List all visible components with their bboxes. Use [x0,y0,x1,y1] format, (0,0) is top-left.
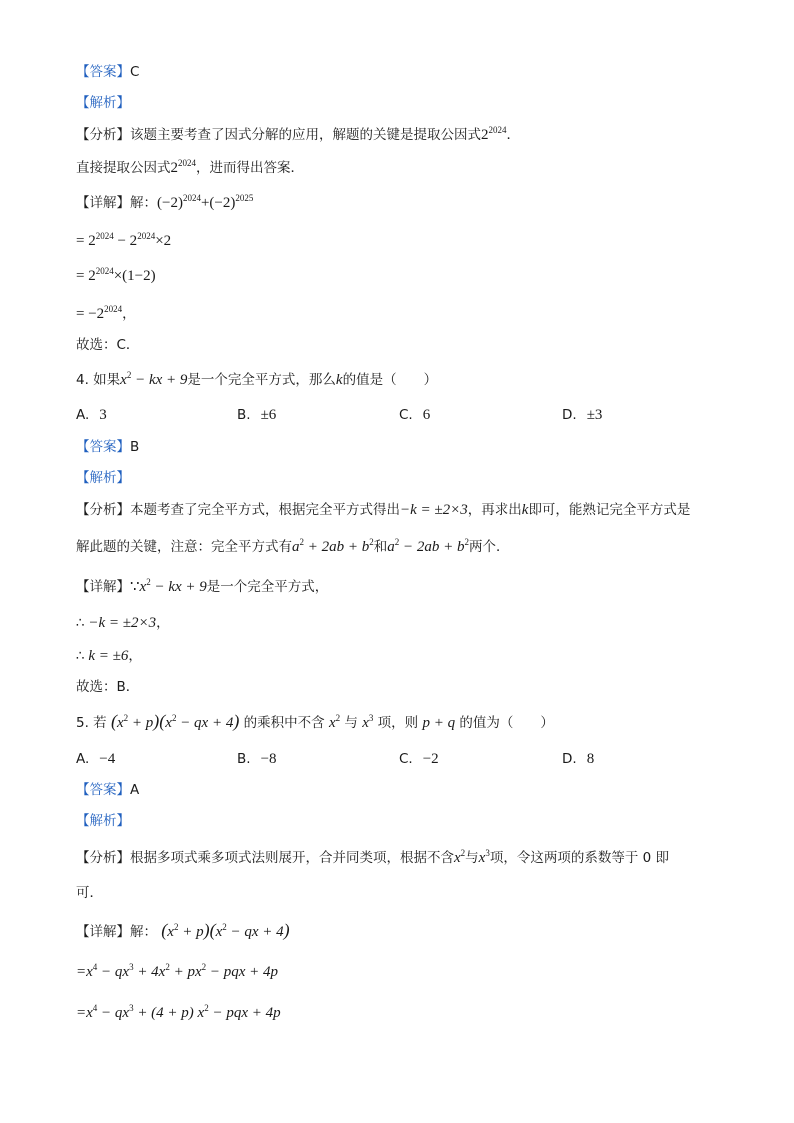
math-exponent: 3 [129,1003,134,1013]
analysis-tag: 【解析】 [76,470,130,486]
math: − qx + 4 [226,924,284,940]
analysis-tag: 【解析】 [76,813,130,829]
fenxi-text: 该题主要考查了因式分解的应用，解题的关键是提取公因式 [130,127,481,143]
punctuation: ， [128,648,142,664]
math: = 2 [76,233,96,249]
math: x [454,850,461,866]
math: − pqx + 4p [208,1005,281,1021]
text: 项，则 [377,715,419,731]
text: 是一个完全平方式， [206,579,329,595]
math-exponent: 2 [201,962,207,972]
text: 的值是（ ） [342,372,438,388]
math: a [387,539,395,555]
text: 解： [130,924,157,940]
math-exponent: 2 [335,713,341,723]
math-exponent: 2024 [182,193,201,203]
math-exponent: 2 [394,537,400,547]
math: − 2ab + b [399,539,465,555]
math: =x [76,1005,93,1021]
option-value: 6 [422,407,431,423]
text: 直接提取公因式 [76,160,171,176]
q5-options [76,749,716,769]
q3-step-2 [76,266,156,286]
q5-step-1 [76,962,278,982]
q4-option-c [399,405,430,425]
text: ，进而得出答案． [196,160,304,176]
q5-option-b [237,749,277,769]
math: + (4 + p) x [133,1005,205,1021]
conclusion-text: 故选：C． [76,337,140,353]
option-letter: C. [399,407,413,423]
math: x [120,372,127,388]
math-exponent: 2 [165,962,170,972]
math: + px [169,964,202,980]
q3-answer-line [76,62,139,82]
text: 解此题的关键，注意：完全平方式有 [76,539,292,555]
math: ×(1−2) [113,268,156,284]
math: k [335,372,343,388]
math-exponent: 3 [129,962,134,972]
q4-step-1 [76,613,170,633]
math-exponent: 2 [299,537,304,547]
q3-xiangjie-line [76,193,253,213]
text: 本题考查了完全平方式，根据完全平方式得出 [130,502,400,518]
math-exponent: 2 [222,922,227,932]
q4-options [76,405,716,425]
math-exponent: 2024 [95,266,114,276]
math-exponent: 2 [460,848,466,858]
math-exponent: 2025 [235,193,254,203]
option-value: −8 [260,751,277,767]
math-exponent: 2024 [178,158,196,168]
math: x [116,715,124,731]
text: 可． [76,885,103,901]
answer-tag: 【答案】 [76,64,130,80]
q3-analysis-heading [76,93,130,113]
math-exponent: 2 [204,1003,209,1013]
option-value: −2 [422,751,439,767]
math: (−2) [157,195,183,211]
option-letter: A. [76,407,90,423]
q4-stem [76,370,437,390]
math: x [215,924,223,940]
math: x [478,850,486,866]
text: 和 [373,539,388,555]
math-exponent: 2 [123,713,129,723]
option-letter: A. [76,751,90,767]
math: = 2 [76,268,96,284]
math-exponent: 2 [146,577,151,587]
math-exponent: 4 [92,1003,98,1013]
q5-xiangjie-line: 【详解】解： $(x^2 + p)(x^2$ − qx + 4) [76,920,290,940]
conclusion-text: 故选：B． [76,679,140,695]
q4-fenxi-line [76,500,690,520]
text: 两个． [469,539,510,555]
math-exponent: 2024 [137,231,156,241]
analysis-tag: 【解析】 [76,95,130,111]
answer-value: B [130,439,140,455]
q4-fenxi-line-2 [76,537,510,557]
math: x [328,715,336,731]
fenxi-tag: 【分析】 [76,127,130,143]
math: +(−2) [200,195,236,211]
because-symbol: ∵ [130,579,140,595]
option-value: ±3 [586,407,603,423]
math: − pqx + 4p [206,964,279,980]
math-exponent: 2 [171,713,177,723]
math: − kx + 9 [131,372,188,388]
option-letter: B. [237,407,251,423]
math: − 2 [113,233,138,249]
q5-fenxi-line-2 [76,883,103,903]
math-exponent: 2024 [95,231,114,241]
text: 与 [344,715,358,731]
q4-option-b [237,405,276,425]
math: = −2 [76,306,105,322]
math-exponent: 2024 [488,125,507,135]
math: − qx [97,964,130,980]
math-exponent: 2 [464,537,469,547]
text: 的乘积中不含 [243,715,325,731]
math: + 2ab + b [304,539,370,555]
option-value: 3 [99,407,107,423]
option-letter: C. [399,751,413,767]
q5-answer-line [76,780,139,800]
q5-option-c [399,749,439,769]
text: 是一个完全平方式，那么 [187,372,336,388]
q5-option-a [76,749,115,769]
math: −k = ±2×3 [400,502,468,518]
punctuation: ， [122,306,136,322]
text: ，再求出 [467,502,522,518]
option-value: ±6 [260,407,277,423]
math: + p [128,715,154,731]
math: k = ±6 [84,648,129,664]
q5-option-d [562,749,594,769]
q4-option-d [562,405,602,425]
math: − kx + 9 [150,579,207,595]
fenxi-tag: 【分析】 [76,502,130,518]
text: 根据多项式乘多项式法则展开，合并同类项，根据不含 [130,850,454,866]
q3-conclusion [76,335,139,355]
answer-tag: 【答案】 [76,439,130,455]
math: a [292,539,300,555]
option-value: 8 [586,751,595,767]
xiangjie-tag: 【详解】 [76,924,130,940]
therefore-symbol: ∴ [76,615,85,631]
q3-fenxi-line [76,125,520,145]
math-exponent: 2 [173,922,179,932]
answer-tag: 【答案】 [76,782,130,798]
math-exponent: 2 [126,370,132,380]
q4-option-a [76,405,107,425]
q4-answer-line [76,437,139,457]
math: x [165,715,172,731]
option-letter: B. [237,751,251,767]
math: x [362,715,369,731]
option-letter: D. [562,407,577,423]
q4-conclusion [76,677,139,697]
math: ×2 [155,233,172,249]
q5-stem: 5. 若 $(x^2 + p)(x^2$ − qx + 4) 的乘积中不含 $x^2$ 与 $x^3$ 项，则 p + q 的值为（ ） [76,711,554,731]
q5-step-2 [76,1003,281,1023]
answer-value: A [130,782,140,798]
question-number: 4. 如果 [76,372,121,388]
text: 的值为（ ） [459,715,554,731]
q5-fenxi-line [76,848,669,868]
q4-xiangjie-line [76,577,328,597]
q3-fenxi-line-2 [76,158,304,178]
text: 解： [130,195,157,211]
option-letter: D. [562,751,577,767]
math-base: 2 [170,160,178,176]
punctuation: ． [506,127,520,143]
math-exponent: 3 [368,713,374,723]
math-exponent: 2024 [104,304,123,314]
math-exponent: 4 [92,962,98,972]
text: 即可，能熟记完全平方式是 [528,502,691,518]
question-number: 5. 若 [76,715,107,731]
math-exponent: 3 [485,848,490,858]
math: + 4x [133,964,166,980]
math-exponent: 2 [369,537,374,547]
math-base: 2 [481,127,489,143]
math: x [167,924,174,940]
math: x [139,579,147,595]
text: 项，令这两项的系数等于 0 即 [489,850,670,866]
q3-step-1 [76,231,171,251]
math: p + q [422,715,456,731]
math: − qx [97,1005,130,1021]
fenxi-tag: 【分析】 [76,850,130,866]
q5-analysis-heading [76,811,130,831]
math: k [521,502,529,518]
math: − qx + 4 [176,715,234,731]
q4-step-2 [76,646,142,666]
q3-step-3 [76,304,136,324]
math: + p [178,924,204,940]
math: =x [76,964,93,980]
xiangjie-tag: 【详解】 [76,579,130,595]
q4-analysis-heading [76,468,130,488]
therefore-symbol: ∴ [76,648,85,664]
text: 与 [465,850,479,866]
answer-value: C [130,64,140,80]
math: −k = ±2×3 [84,615,157,631]
xiangjie-tag: 【详解】 [76,195,130,211]
option-value: −4 [99,751,116,767]
punctuation: ， [156,615,170,631]
